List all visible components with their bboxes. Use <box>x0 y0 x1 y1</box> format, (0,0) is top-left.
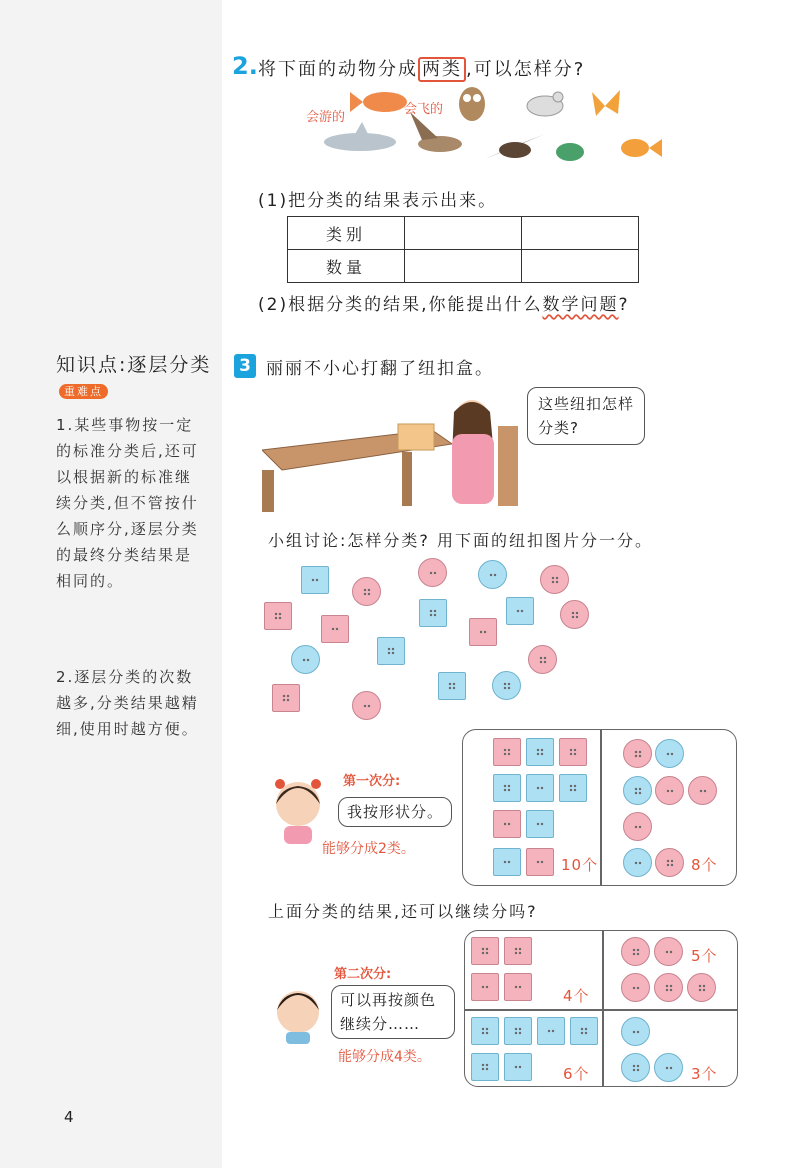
button-round-pink[interactable] <box>352 577 381 606</box>
first-result-text: 能够分成2类。 <box>322 841 415 857</box>
button-square-blue[interactable] <box>377 637 405 665</box>
count-pink-rounds: 5个 <box>691 947 718 965</box>
button-round-blue[interactable] <box>655 739 684 768</box>
button-square-pink[interactable] <box>504 937 532 965</box>
button-round-pink[interactable] <box>655 776 684 805</box>
difficulty-badge: 重难点 <box>59 384 108 399</box>
count-blue-rounds: 3个 <box>691 1065 718 1083</box>
table-cell[interactable] <box>522 217 639 250</box>
button-round-pink[interactable] <box>528 645 557 674</box>
q2-text-before: 将下面的动物分成 <box>258 59 418 80</box>
table-leg <box>402 452 412 506</box>
button-square-pink[interactable] <box>272 684 300 712</box>
button-box-icon <box>398 424 434 450</box>
count-blue-squares: 6个 <box>563 1065 590 1083</box>
boy-avatar-icon <box>270 984 326 1044</box>
count-squares: 10个 <box>561 856 599 874</box>
dove-icon <box>527 92 563 116</box>
button-square-blue[interactable] <box>438 672 466 700</box>
button-round-pink[interactable] <box>623 739 652 768</box>
butterfly-icon <box>592 90 620 116</box>
button-square-blue[interactable] <box>471 1053 499 1081</box>
table-label-quantity: 数量 <box>288 250 405 283</box>
knowledge-point-title <box>56 352 216 404</box>
button-square-pink[interactable] <box>559 738 587 766</box>
button-round-pink[interactable] <box>540 565 569 594</box>
button-square-pink[interactable] <box>471 937 499 965</box>
button-round-blue[interactable] <box>478 560 507 589</box>
button-square-blue[interactable] <box>506 597 534 625</box>
label-swim: 会游的 <box>306 110 346 125</box>
sidebar-note-1: 1.某些事物按一定的标准分类后,还可以根据新的标准继续分类,但不管按什么顺序分,逐层分类的最终分类结果是相同的。 <box>56 416 199 590</box>
button-round-pink[interactable] <box>654 937 683 966</box>
button-round-pink[interactable] <box>654 973 683 1002</box>
count-rounds: 8个 <box>691 856 718 874</box>
knowledge-point-text: 知识点:逐层分类 <box>56 354 212 376</box>
button-round-blue[interactable] <box>623 776 652 805</box>
button-square-blue[interactable] <box>526 810 554 838</box>
button-square-pink[interactable] <box>321 615 349 643</box>
q2-boxed-word: 两类 <box>418 57 466 82</box>
button-square-blue[interactable] <box>526 738 554 766</box>
owl-icon <box>459 87 485 121</box>
button-round-pink[interactable] <box>655 848 684 877</box>
second-classification-panel <box>464 930 738 1087</box>
button-round-blue[interactable] <box>621 1017 650 1046</box>
q2-sub1: (1)把分类的结果表示出来。 <box>258 191 498 211</box>
button-round-pink[interactable] <box>621 937 650 966</box>
girl-avatar-icon <box>270 774 326 844</box>
girl-speech-bubble: 这些纽扣怎样分类? <box>527 387 645 445</box>
button-square-blue[interactable] <box>537 1017 565 1045</box>
button-square-pink[interactable] <box>493 810 521 838</box>
button-square-pink[interactable] <box>526 848 554 876</box>
button-round-blue[interactable] <box>623 848 652 877</box>
button-round-blue[interactable] <box>654 1053 683 1082</box>
button-square-blue[interactable] <box>493 848 521 876</box>
table-cell[interactable] <box>405 250 522 283</box>
first-speech-bubble: 我按形状分。 <box>338 797 452 827</box>
button-square-blue[interactable] <box>526 774 554 802</box>
first-classification-label: 第一次分: <box>343 774 401 789</box>
goldfish-icon <box>621 139 662 157</box>
table-leg <box>262 470 274 512</box>
panel-divider <box>600 730 602 885</box>
button-round-pink[interactable] <box>560 600 589 629</box>
button-square-pink[interactable] <box>469 618 497 646</box>
button-round-blue[interactable] <box>621 1053 650 1082</box>
button-square-blue[interactable] <box>559 774 587 802</box>
second-classification-label: 第二次分: <box>334 967 392 982</box>
button-square-pink[interactable] <box>493 738 521 766</box>
button-round-blue[interactable] <box>492 671 521 700</box>
q2-sub2-before: (2)根据分类的结果,你能提出什么 <box>258 295 543 315</box>
label-fly: 会飞的 <box>404 102 444 117</box>
button-round-pink[interactable] <box>687 973 716 1002</box>
second-result-text: 能够分成4类。 <box>338 1049 431 1065</box>
sidebar-note-2: 2.逐层分类的次数越多,分类结果越精细,使用时越方便。 <box>56 668 199 738</box>
first-classification-panel <box>462 729 737 886</box>
eagle-icon <box>485 134 545 159</box>
page-number: 4 <box>64 1108 74 1126</box>
button-round-pink[interactable] <box>623 812 652 841</box>
panel-divider-horizontal <box>465 1009 737 1011</box>
q2-sub2-after: ? <box>618 295 630 315</box>
question-3-number: 3 <box>234 354 256 378</box>
question-3-text: 丽丽不小心打翻了纽扣盒。 <box>266 359 494 379</box>
table-cell[interactable] <box>405 217 522 250</box>
button-square-blue[interactable] <box>419 599 447 627</box>
second-speech-bubble: 可以再按颜色继续分…… <box>331 985 455 1039</box>
q2-text-after: ,可以怎样分? <box>466 59 586 80</box>
continue-question: 上面分类的结果,还可以继续分吗? <box>268 902 538 921</box>
question-2-text <box>258 55 585 81</box>
goose-icon <box>410 112 462 152</box>
question-2-number: 2. <box>232 52 258 80</box>
table-label-category: 类别 <box>288 217 405 250</box>
button-round-blue[interactable] <box>291 645 320 674</box>
button-round-pink[interactable] <box>621 973 650 1002</box>
button-square-blue[interactable] <box>301 566 329 594</box>
girl-table-illustration <box>262 386 522 518</box>
girl-body <box>452 434 494 504</box>
button-square-blue[interactable] <box>471 1017 499 1045</box>
button-square-blue[interactable] <box>504 1053 532 1081</box>
button-round-pink[interactable] <box>352 691 381 720</box>
button-square-blue[interactable] <box>570 1017 598 1045</box>
turtle-icon <box>556 143 584 161</box>
button-square-blue[interactable] <box>493 774 521 802</box>
shark-icon <box>324 122 396 151</box>
fish-icon <box>350 92 407 112</box>
classification-table <box>287 216 639 283</box>
table-cell[interactable] <box>522 250 639 283</box>
button-round-pink[interactable] <box>418 558 447 587</box>
discussion-text: 小组讨论:怎样分类? 用下面的纽扣图片分一分。 <box>268 531 653 550</box>
count-pink-squares: 4个 <box>563 987 590 1005</box>
button-square-pink[interactable] <box>264 602 292 630</box>
button-square-pink[interactable] <box>504 973 532 1001</box>
animals-illustration <box>300 84 670 176</box>
button-square-pink[interactable] <box>471 973 499 1001</box>
q2-sub2-wavy: 数学问题 <box>542 295 619 315</box>
q2-sub2 <box>258 290 630 315</box>
button-round-pink[interactable] <box>688 776 717 805</box>
button-square-blue[interactable] <box>504 1017 532 1045</box>
